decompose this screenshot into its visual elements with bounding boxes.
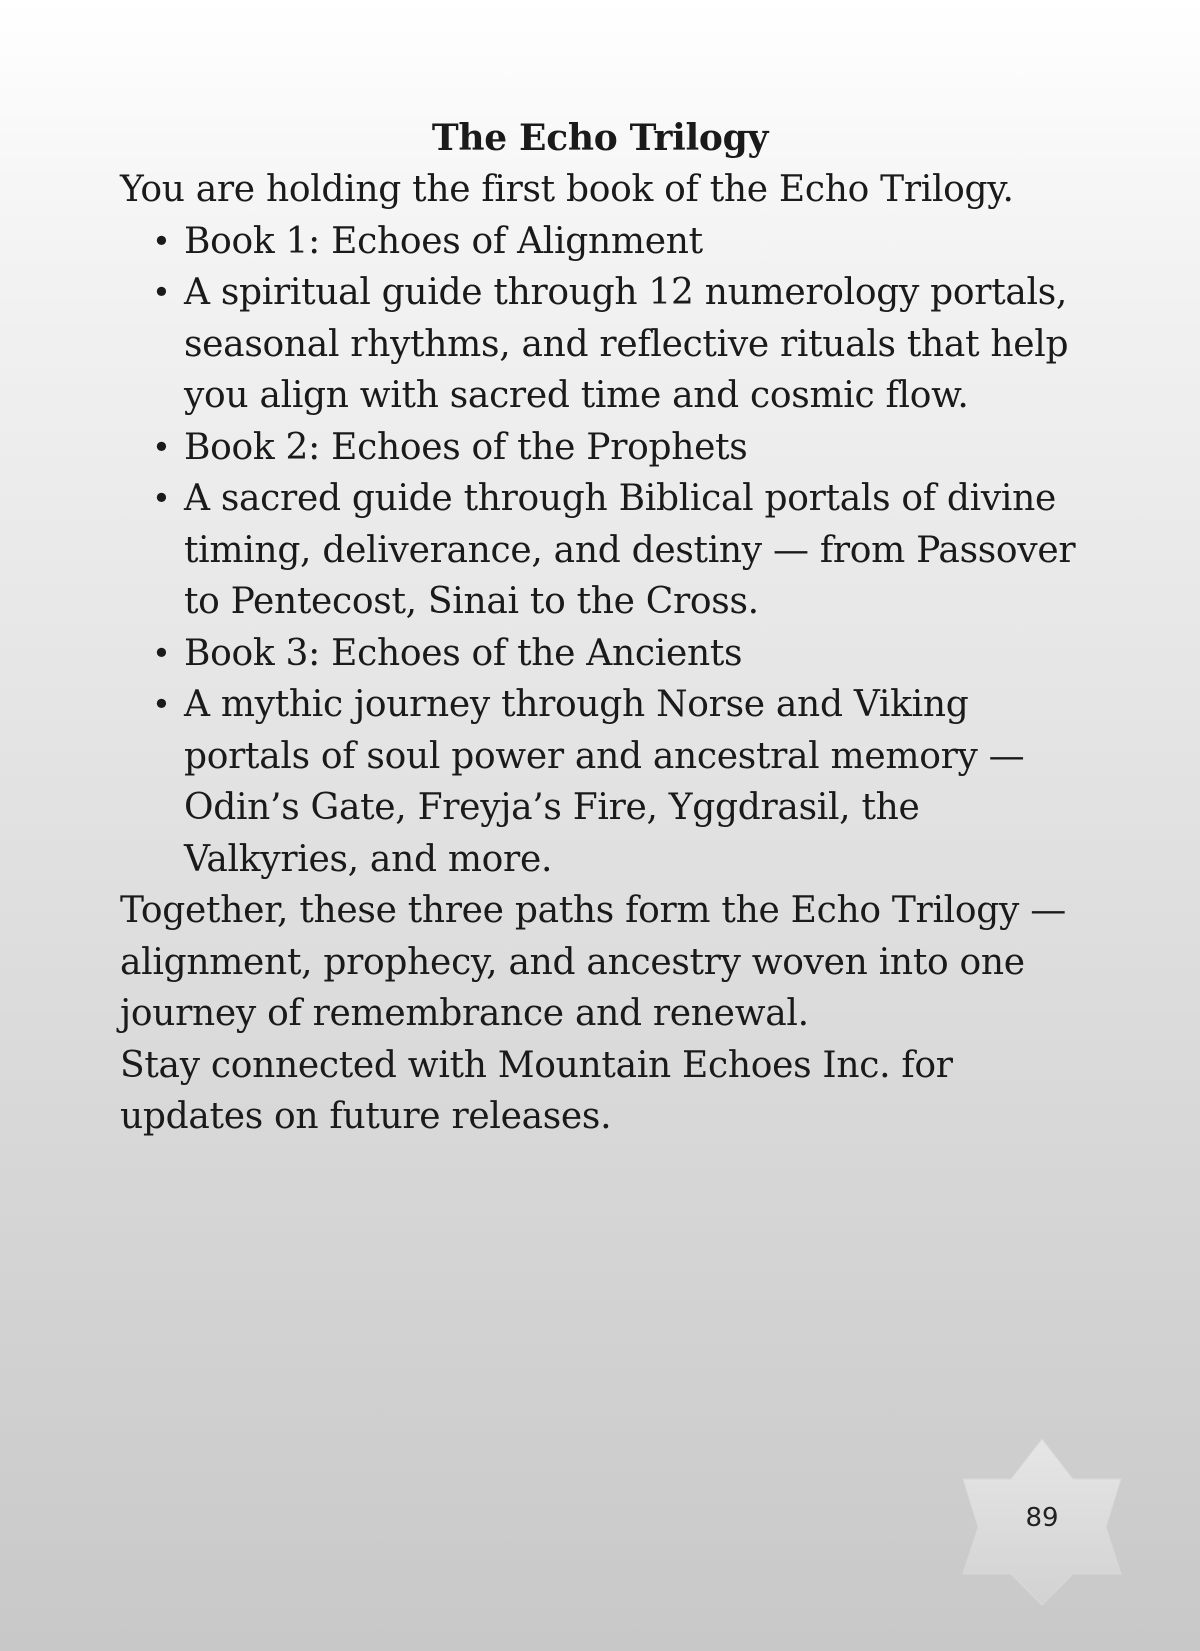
list-item-text: A sacred guide through Biblical portals of divine timing, deliverance, and destiny — from Passover to Pentecost, Sinai to the Cross. — [184, 478, 1076, 622]
bullet-icon: • — [152, 479, 171, 517]
list-item-book3-title — [120, 628, 1080, 680]
list-item-text: Book 1: Echoes of Alignment — [184, 220, 703, 262]
list-item-book1-title — [120, 216, 1080, 268]
bullet-icon: • — [152, 427, 171, 466]
page-number: 89 — [1025, 1503, 1059, 1533]
list-item-book2-title — [120, 422, 1080, 474]
stay-connected-paragraph: Stay connected with Mountain Echoes Inc. for updates on future releases. — [120, 1044, 953, 1137]
together-paragraph: Together, these three paths form the Echo Trilogy — alignment, prophecy, and ancestry woven into one journey of remembrance and renewal. — [120, 890, 1066, 1034]
page-number-badge — [962, 1437, 1122, 1607]
intro-paragraph: You are holding the first book of the Echo Trilogy. — [120, 169, 1014, 210]
list-item-text: Book 2: Echoes of the Prophets — [184, 426, 748, 468]
list-item-text: Book 3: Echoes of the Ancients — [184, 632, 743, 674]
list-item-text: A spiritual guide through 12 numerology portals, seasonal rhythms, and reflective rituals that help you align with sacred time and cosmic flow. — [184, 272, 1069, 416]
list-item-text: A mythic journey through Norse and Viking portals of soul power and ancestral memory — Odin’s Gate, Freyja’s Fire, Yggdrasil, the Valkyries, and more. — [184, 684, 1025, 880]
book-list — [120, 216, 1080, 886]
bullet-icon: • — [152, 273, 171, 311]
page-title: The Echo Trilogy — [431, 117, 769, 159]
bullet-icon: • — [152, 685, 171, 723]
bullet-icon: • — [152, 221, 171, 260]
list-item-book1-description — [120, 267, 1080, 422]
list-item-book3-description — [120, 679, 1080, 885]
bullet-icon: • — [152, 633, 171, 672]
list-item-book2-description — [120, 473, 1080, 628]
page-content — [120, 112, 1080, 1143]
